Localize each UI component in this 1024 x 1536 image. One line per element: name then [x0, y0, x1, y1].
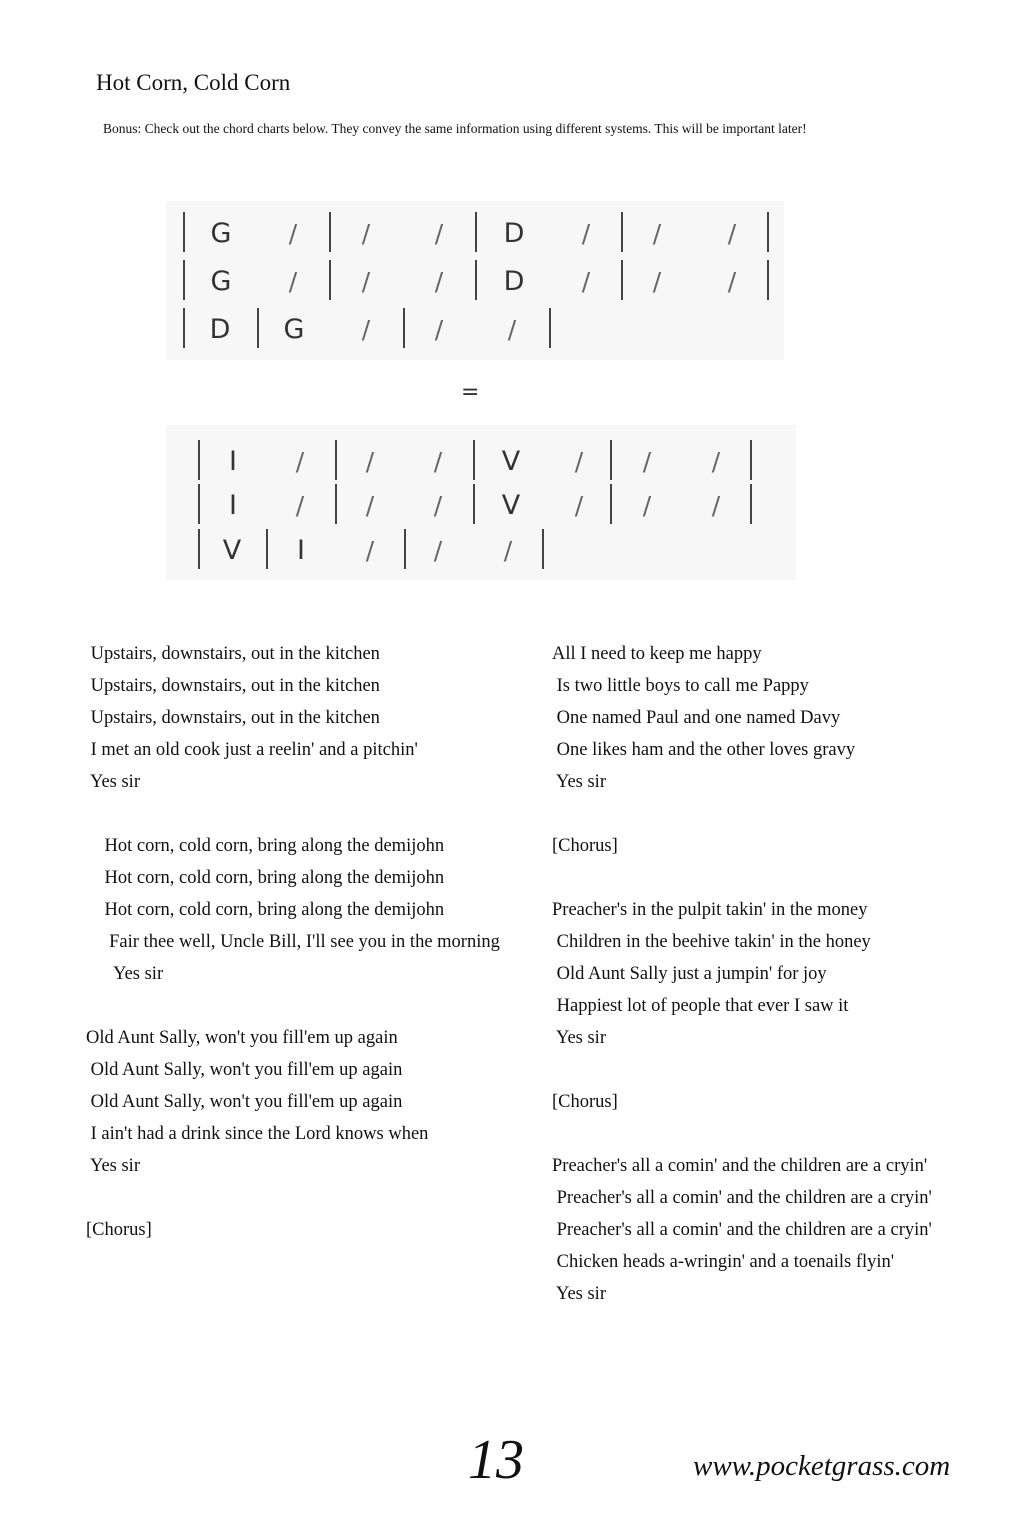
lyric-line — [552, 1118, 932, 1150]
page-number: 13 — [468, 1429, 524, 1491]
lyric-line: Yes sir — [552, 772, 606, 792]
bar-line — [473, 484, 475, 524]
bar-line — [404, 529, 406, 569]
lyric-line: Hot corn, cold corn, bring along the demijohn — [86, 868, 445, 888]
lyric-line: Old Aunt Sally, won't you fill'em up again — [86, 1092, 403, 1112]
beat-slash: / — [581, 267, 591, 296]
lyric-line: All I need to keep me happy — [552, 644, 762, 664]
beat-slash: / — [361, 315, 371, 344]
beat-slash: / — [433, 491, 443, 520]
lyric-line: Yes sir — [552, 1284, 606, 1304]
beat-slash: / — [434, 267, 444, 296]
lyric-line: [Chorus] — [552, 836, 618, 856]
beat-slash: / — [295, 491, 305, 520]
chord-symbol: I — [229, 490, 237, 521]
bar-line — [549, 308, 551, 348]
bar-line — [542, 529, 544, 569]
bar-line — [183, 212, 185, 252]
lyric-line: Happiest lot of people that ever I saw it — [552, 996, 849, 1016]
lyric-line: Yes sir — [86, 772, 140, 792]
bar-line — [335, 440, 337, 480]
bar-line — [475, 260, 477, 300]
lyric-line: Yes sir — [552, 1028, 606, 1048]
beat-slash: / — [711, 447, 721, 476]
chord-symbol: V — [501, 446, 521, 477]
bar-line — [750, 484, 752, 524]
lyric-line: Old Aunt Sally, won't you fill'em up again — [86, 1028, 398, 1048]
lyric-line: I ain't had a drink since the Lord knows when — [86, 1124, 429, 1144]
lyric-line: Chicken heads a-wringin' and a toenails flyin' — [552, 1252, 895, 1272]
chord-symbol: D — [209, 314, 231, 345]
bar-line — [750, 440, 752, 480]
song-title: Hot Corn, Cold Corn — [96, 70, 291, 95]
lyric-line: One likes ham and the other loves gravy — [552, 740, 856, 760]
beat-slash: / — [434, 219, 444, 248]
lyric-line: Children in the beehive takin' in the honey — [552, 932, 871, 952]
beat-slash: / — [365, 447, 375, 476]
lyric-line — [86, 1182, 500, 1214]
bar-line — [403, 308, 405, 348]
bar-line — [610, 440, 612, 480]
beat-slash: / — [361, 267, 371, 296]
bar-line — [329, 212, 331, 252]
bar-line — [198, 440, 200, 480]
lyric-line: Yes sir — [86, 964, 164, 984]
beat-slash: / — [574, 447, 584, 476]
beat-slash: / — [727, 267, 737, 296]
bar-line — [198, 484, 200, 524]
lyric-line: Is two little boys to call me Pappy — [552, 676, 809, 696]
lyric-line — [86, 798, 500, 830]
lyric-line: Hot corn, cold corn, bring along the demijohn — [86, 836, 445, 856]
bar-line — [610, 484, 612, 524]
beat-slash: / — [365, 536, 375, 565]
chord-symbol: G — [210, 218, 232, 249]
bar-line — [335, 484, 337, 524]
beat-slash: / — [503, 536, 513, 565]
beat-slash: / — [507, 315, 517, 344]
bar-line — [183, 260, 185, 300]
chord-symbol: I — [229, 446, 237, 477]
beat-slash: / — [361, 219, 371, 248]
lyric-line: Preacher's all a comin' and the children are a cryin' — [552, 1220, 932, 1240]
bar-line — [767, 260, 769, 300]
bar-line — [621, 260, 623, 300]
beat-slash: / — [642, 491, 652, 520]
beat-slash: / — [288, 219, 298, 248]
lyric-line — [86, 990, 500, 1022]
lyric-line — [552, 798, 932, 830]
chord-symbol: D — [503, 218, 525, 249]
bar-line — [475, 212, 477, 252]
lyrics-right-column — [552, 638, 932, 1310]
beat-slash: / — [433, 536, 443, 565]
website-url: www.pocketgrass.com — [693, 1450, 951, 1482]
lyric-line: Yes sir — [86, 1156, 140, 1176]
beat-slash: / — [581, 219, 591, 248]
beat-slash: / — [652, 267, 662, 296]
bar-line — [266, 529, 268, 569]
beat-slash: / — [727, 219, 737, 248]
lyric-line: Old Aunt Sally, won't you fill'em up again — [86, 1060, 403, 1080]
chord-symbol: G — [210, 266, 232, 297]
chord-symbol: G — [283, 314, 305, 345]
bar-line — [329, 260, 331, 300]
bar-line — [621, 212, 623, 252]
chord-symbol: D — [503, 266, 525, 297]
lyric-line: Preacher's all a comin' and the children are a cryin' — [552, 1188, 932, 1208]
lyric-line: [Chorus] — [552, 1092, 618, 1112]
lyrics-left-column — [86, 638, 500, 1246]
chord-chart-numbers — [166, 425, 796, 580]
beat-slash: / — [365, 491, 375, 520]
chord-symbol: I — [297, 535, 305, 566]
lyric-line: Preacher's in the pulpit takin' in the money — [552, 900, 868, 920]
lyric-line: Upstairs, downstairs, out in the kitchen — [86, 708, 380, 728]
bar-line — [473, 440, 475, 480]
equals-sign: = — [461, 380, 480, 405]
beat-slash: / — [288, 267, 298, 296]
beat-slash: / — [652, 219, 662, 248]
lyric-line: One named Paul and one named Davy — [552, 708, 841, 728]
lyric-line: Upstairs, downstairs, out in the kitchen — [86, 676, 380, 696]
lyric-line: [Chorus] — [86, 1220, 152, 1240]
beat-slash: / — [642, 447, 652, 476]
lyric-line: Upstairs, downstairs, out in the kitchen — [86, 644, 380, 664]
bar-line — [767, 212, 769, 252]
beat-slash: / — [434, 315, 444, 344]
beat-slash: / — [711, 491, 721, 520]
chord-symbol: V — [222, 535, 242, 566]
chord-chart-letters — [166, 201, 784, 360]
bar-line — [257, 308, 259, 348]
lyric-line — [552, 1054, 932, 1086]
lyric-line: Hot corn, cold corn, bring along the demijohn — [86, 900, 445, 920]
lyric-line: Fair thee well, Uncle Bill, I'll see you in the morning — [86, 932, 500, 952]
lyric-line: Preacher's all a comin' and the children are a cryin' — [552, 1156, 928, 1176]
lyric-line — [552, 862, 932, 894]
beat-slash: / — [433, 447, 443, 476]
bar-line — [198, 529, 200, 569]
lyric-line: Old Aunt Sally just a jumpin' for joy — [552, 964, 827, 984]
bar-line — [183, 308, 185, 348]
lyric-line: I met an old cook just a reelin' and a pitchin' — [86, 740, 418, 760]
bonus-note: Bonus: Check out the chord charts below. They convey the same information using different systems. This will be important later! — [103, 121, 807, 136]
beat-slash: / — [574, 491, 584, 520]
beat-slash: / — [295, 447, 305, 476]
chord-symbol: V — [501, 490, 521, 521]
